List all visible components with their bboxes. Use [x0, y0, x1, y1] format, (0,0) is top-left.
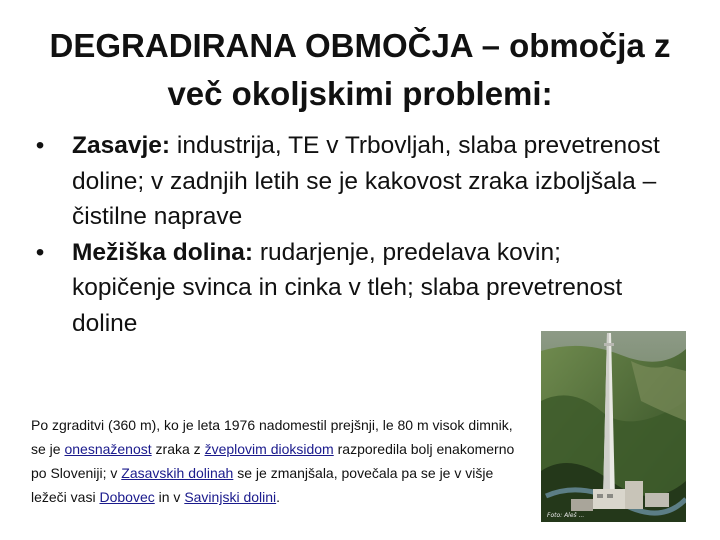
link-zveplov-dioksid[interactable]: žveplovim dioksidom [204, 441, 334, 457]
bullet-meziska-dolina [30, 235, 670, 342]
caption-text: zraka z [151, 441, 205, 457]
bullet-dot-icon: • [35, 132, 45, 159]
link-onesnazenost[interactable]: onesnaženost [64, 441, 152, 457]
caption-text: Po zgraditvi (360 m), ko je leta 1976 nadomestil prejšnji, le 80 m visok dimnik, se je [31, 417, 513, 457]
link-dobovec[interactable]: Dobovec [99, 489, 155, 505]
link-zasavske-doline[interactable]: Zasavskih dolinah [121, 465, 234, 481]
bullet-label: Mežiška dolina: [72, 238, 254, 266]
caption-text: . [276, 489, 281, 505]
chimney-photo [541, 331, 686, 522]
link-savinjska-dolina[interactable]: Savinjski dolini [184, 489, 277, 505]
chimney-photo-image [541, 331, 686, 522]
bullet-zasavje [30, 128, 670, 235]
slide-title-line-1: DEGRADIRANA OBMOČJA – območja z [49, 27, 671, 64]
caption-text: se je zmanjšala, povečala pa se je v višje ležeči vasi [31, 465, 494, 505]
slide-title [20, 22, 700, 118]
bullet-text: rudarjenje, predelava kovin; kopičenje svinca in cinka v tleh; slaba prevetrenost doline [72, 238, 623, 337]
bullet-list [30, 128, 670, 341]
photo-watermark: Foto: Aleš ... [547, 512, 585, 519]
bullet-text: industrija, TE v Trbovljah, slaba prevetrenost doline; v zadnjih letih se je kakovost zraka izboljšala – čistilne naprave [72, 132, 660, 230]
caption-text: razporedila bolj enakomerno po Sloveniji; v [31, 441, 515, 481]
caption-text: in v [154, 489, 185, 505]
bullet-dot-icon: • [35, 238, 45, 266]
photo-caption [31, 413, 519, 509]
slide-title-line-2: več okoljskimi problemi: [167, 75, 553, 112]
bullet-label: Zasavje: [72, 132, 171, 159]
